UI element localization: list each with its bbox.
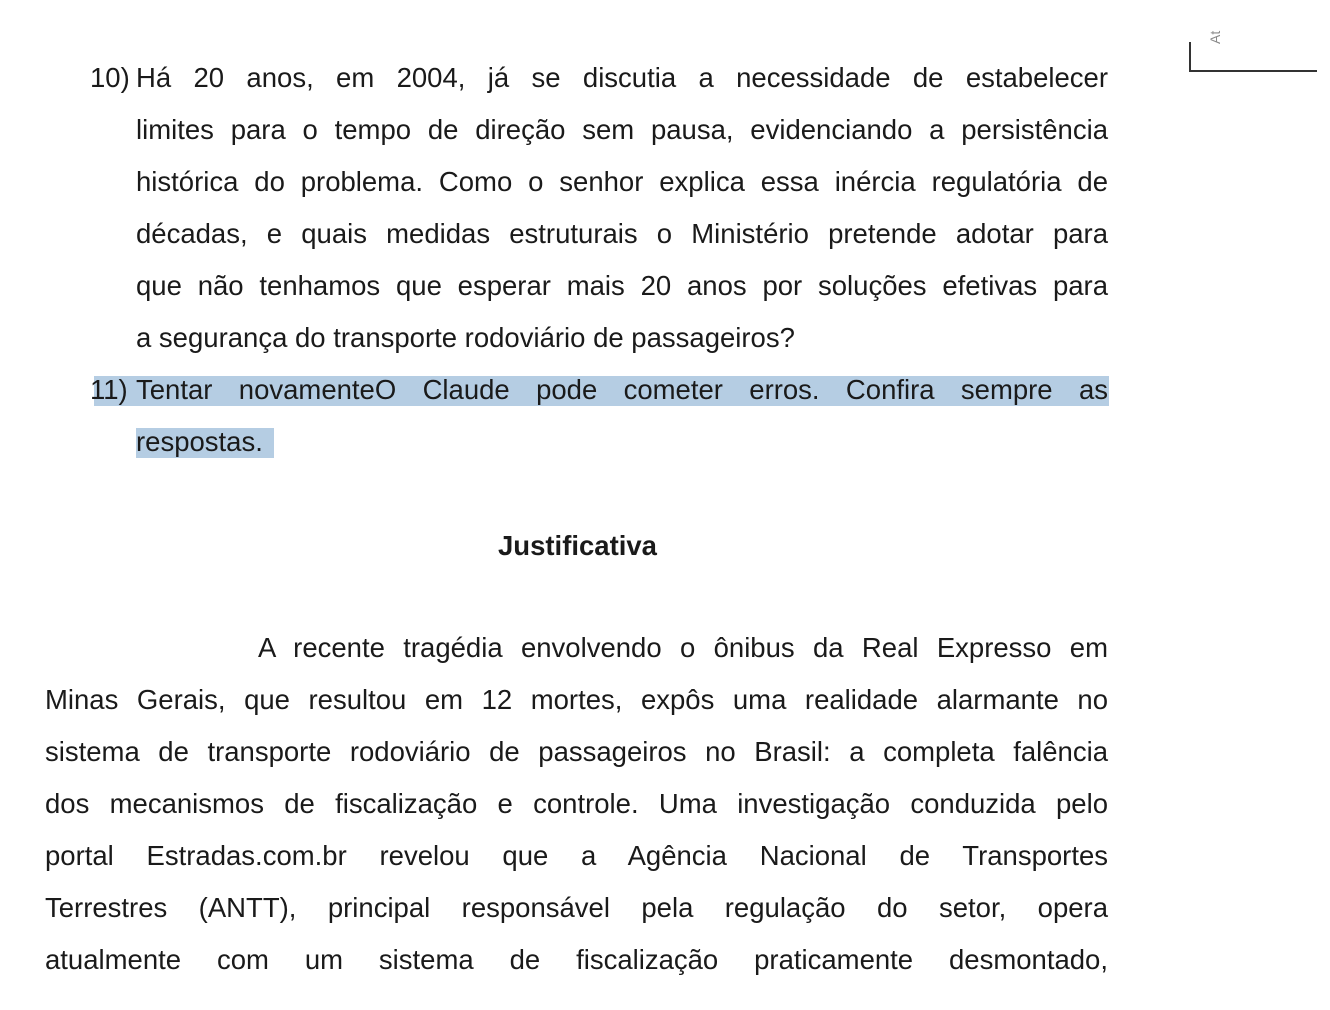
text-line: décadas, e quais medidas estruturais o Ministério pretende adotar para xyxy=(136,218,1108,249)
text-line: Minas Gerais, que resultou em 12 mortes, expôs uma realidade alarmante no xyxy=(45,684,1108,715)
corner-mark-text: At xyxy=(1207,30,1223,44)
question-number: 10) xyxy=(90,62,130,93)
text-line: limites para o tempo de direção sem pausa, evidenciando a persistência xyxy=(136,114,1108,145)
section-heading: Justificativa xyxy=(498,530,657,561)
text-line: histórica do problema. Como o senhor explica essa inércia regulatória de xyxy=(136,166,1108,197)
justification-paragraph[interactable] xyxy=(45,622,1108,986)
text-line: respostas. xyxy=(136,426,263,457)
text-line: Há 20 anos, em 2004, já se discutia a necessidade de estabelecer xyxy=(136,62,1108,93)
question-text[interactable] xyxy=(136,52,1108,364)
text-line: atualmente com um sistema de fiscalização praticamente desmontado, xyxy=(45,944,1108,975)
text-line: que não tenhamos que esperar mais 20 anos por soluções efetivas para xyxy=(136,270,1108,301)
text-line: a segurança do transporte rodoviário de passageiros? xyxy=(136,322,795,353)
text-line: portal Estradas.com.br revelou que a Agência Nacional de Transportes xyxy=(45,840,1108,871)
text-line: dos mecanismos de fiscalização e controle. Uma investigação conduzida pelo xyxy=(45,788,1108,819)
text-line: A recente tragédia envolvendo o ônibus da Real Expresso em xyxy=(258,632,1108,663)
text-line: Terrestres (ANTT), principal responsável pela regulação do setor, opera xyxy=(45,892,1108,923)
page-corner-mark xyxy=(1189,42,1317,72)
selected-text[interactable] xyxy=(136,364,1108,468)
text-line: sistema de transporte rodoviário de passageiros no Brasil: a completa falência xyxy=(45,736,1108,767)
text-line: Tentar novamenteO Claude pode cometer erros. Confira sempre as xyxy=(136,374,1108,405)
question-number: 11) xyxy=(90,374,128,405)
